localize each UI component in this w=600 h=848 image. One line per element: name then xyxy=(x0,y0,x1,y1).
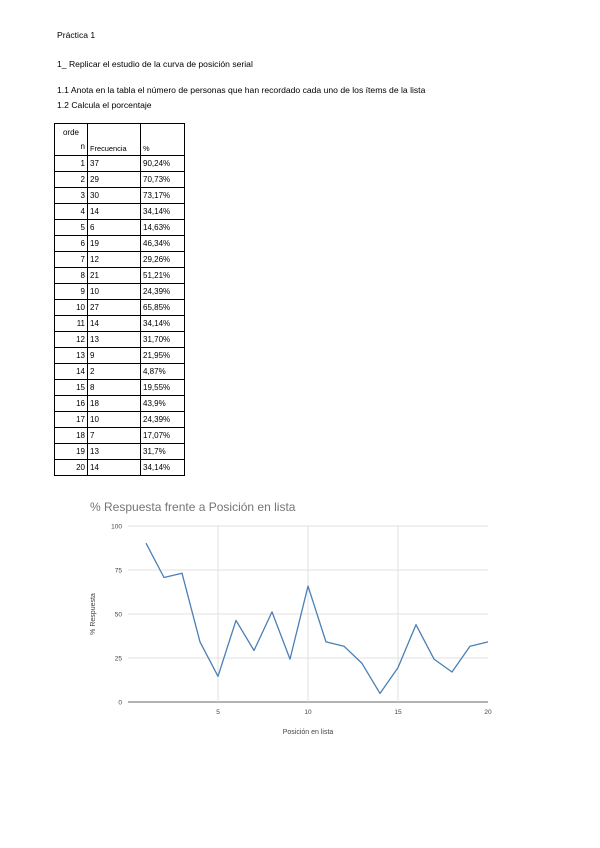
table-row xyxy=(55,300,185,316)
table-row xyxy=(55,444,185,460)
table-header-row xyxy=(55,124,185,156)
section-heading: 1_ Replicar el estudio de la curva de posición serial xyxy=(57,59,253,69)
table-cell-order: 16 xyxy=(55,396,88,412)
table-row xyxy=(55,460,185,476)
table-cell-percent: 21,95% xyxy=(141,348,185,364)
document-title: Práctica 1 xyxy=(57,30,96,40)
table-header-order: orde n xyxy=(55,124,88,156)
table-cell-frequency: 2 xyxy=(88,364,141,380)
serial-position-chart xyxy=(80,494,520,744)
y-tick-label: 50 xyxy=(114,611,122,619)
table-cell-order: 5 xyxy=(55,220,88,236)
table-cell-order: 17 xyxy=(55,412,88,428)
y-axis-label: % Respuesta xyxy=(90,593,97,635)
table-cell-frequency: 12 xyxy=(88,252,141,268)
table-cell-order: 11 xyxy=(55,316,88,332)
table-row xyxy=(55,396,185,412)
x-tick-label: 10 xyxy=(304,709,312,716)
table-cell-percent: 34,14% xyxy=(141,460,185,476)
table-cell-percent: 70,73% xyxy=(141,172,185,188)
y-tick-label: 25 xyxy=(114,655,122,663)
table-cell-percent: 34,14% xyxy=(141,316,185,332)
table-cell-frequency: 10 xyxy=(88,284,141,300)
instruction-step-2: 1.2 Calcula el porcentaje xyxy=(57,100,152,110)
table-cell-frequency: 9 xyxy=(88,348,141,364)
table-row xyxy=(55,316,185,332)
table-cell-percent: 65,85% xyxy=(141,300,185,316)
table-cell-order: 18 xyxy=(55,428,88,444)
table-cell-percent: 29,26% xyxy=(141,252,185,268)
table-cell-order: 7 xyxy=(55,252,88,268)
table-cell-frequency: 19 xyxy=(88,236,141,252)
table-cell-frequency: 27 xyxy=(88,300,141,316)
table-cell-order: 8 xyxy=(55,268,88,284)
x-tick-label: 5 xyxy=(216,709,220,716)
y-tick-label: 100 xyxy=(111,523,122,531)
instruction-step-1: 1.1 Anota en la tabla el número de personas que han recordado cada uno de los ítems de la lista xyxy=(57,85,426,95)
table-cell-frequency: 6 xyxy=(88,220,141,236)
table-cell-order: 15 xyxy=(55,380,88,396)
table-cell-percent: 31,70% xyxy=(141,332,185,348)
x-axis-label: Posición en lista xyxy=(282,729,334,736)
table-cell-frequency: 29 xyxy=(88,172,141,188)
table-row xyxy=(55,188,185,204)
table-cell-percent: 19,55% xyxy=(141,380,185,396)
table-row xyxy=(55,172,185,188)
table-cell-order: 6 xyxy=(55,236,88,252)
table-cell-frequency: 14 xyxy=(88,204,141,220)
series-line xyxy=(146,543,488,693)
table-cell-percent: 73,17% xyxy=(141,188,185,204)
table-header-percent: % xyxy=(141,124,185,156)
table-cell-order: 2 xyxy=(55,172,88,188)
x-tick-label: 20 xyxy=(484,709,492,716)
table-cell-order: 14 xyxy=(55,364,88,380)
table-row xyxy=(55,380,185,396)
table-row xyxy=(55,412,185,428)
table-row xyxy=(55,428,185,444)
table-cell-frequency: 37 xyxy=(88,156,141,172)
table-row xyxy=(55,332,185,348)
chart-title: % Respuesta frente a Posición en lista xyxy=(90,500,296,514)
table-cell-order: 20 xyxy=(55,460,88,476)
table-cell-order: 19 xyxy=(55,444,88,460)
table-row xyxy=(55,220,185,236)
table-cell-frequency: 14 xyxy=(88,316,141,332)
y-tick-label: 75 xyxy=(114,567,122,575)
table-cell-order: 10 xyxy=(55,300,88,316)
table-row xyxy=(55,364,185,380)
table-cell-percent: 4,87% xyxy=(141,364,185,380)
table-row xyxy=(55,268,185,284)
table-cell-percent: 24,39% xyxy=(141,412,185,428)
table-cell-percent: 31,7% xyxy=(141,444,185,460)
table-cell-frequency: 8 xyxy=(88,380,141,396)
table-cell-frequency: 14 xyxy=(88,460,141,476)
table-cell-frequency: 10 xyxy=(88,412,141,428)
table-cell-order: 4 xyxy=(55,204,88,220)
table-row xyxy=(55,252,185,268)
table-row xyxy=(55,156,185,172)
table-cell-frequency: 30 xyxy=(88,188,141,204)
table-row xyxy=(55,348,185,364)
table-cell-order: 13 xyxy=(55,348,88,364)
table-cell-order: 3 xyxy=(55,188,88,204)
table-cell-percent: 90,24% xyxy=(141,156,185,172)
table-cell-order: 9 xyxy=(55,284,88,300)
table-cell-percent: 14,63% xyxy=(141,220,185,236)
table-cell-frequency: 7 xyxy=(88,428,141,444)
x-tick-label: 15 xyxy=(394,709,402,716)
table-cell-frequency: 21 xyxy=(88,268,141,284)
table-cell-frequency: 13 xyxy=(88,332,141,348)
table-cell-order: 12 xyxy=(55,332,88,348)
table-row xyxy=(55,204,185,220)
table-cell-order: 1 xyxy=(55,156,88,172)
table-cell-frequency: 18 xyxy=(88,396,141,412)
table-cell-percent: 51,21% xyxy=(141,268,185,284)
table-cell-percent: 24,39% xyxy=(141,284,185,300)
table-row xyxy=(55,284,185,300)
table-cell-percent: 43,9% xyxy=(141,396,185,412)
table-header-frequency: Frecuencia xyxy=(88,124,141,156)
table-row xyxy=(55,236,185,252)
y-tick-label: 0 xyxy=(118,699,122,707)
table-cell-percent: 17,07% xyxy=(141,428,185,444)
frequency-table xyxy=(54,123,185,476)
table-cell-percent: 34,14% xyxy=(141,204,185,220)
table-cell-frequency: 13 xyxy=(88,444,141,460)
table-cell-percent: 46,34% xyxy=(141,236,185,252)
